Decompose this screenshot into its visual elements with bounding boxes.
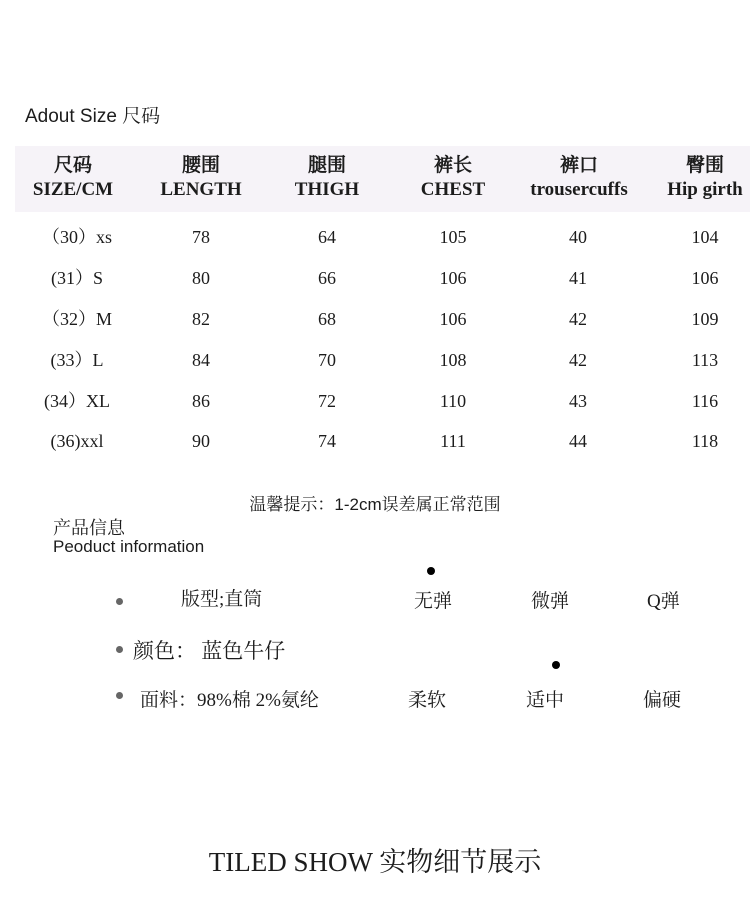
- size-table-header: [15, 146, 750, 212]
- fabric-option-soft: 柔软: [408, 690, 447, 711]
- table-cell: 78: [192, 227, 210, 247]
- table-cell: 74: [318, 431, 336, 451]
- table-row: [0, 222, 750, 252]
- product-info-title: 产品信息: [53, 518, 125, 538]
- table-cell: （32）M: [41, 309, 112, 329]
- table-cell: 106: [691, 268, 719, 288]
- table-cell: 70: [318, 350, 336, 370]
- product-info-subtitle: Peoduct information: [53, 537, 205, 556]
- table-cell: 113: [691, 350, 719, 370]
- selected-dot-icon: [427, 567, 435, 575]
- table-cell: 64: [318, 227, 336, 247]
- table-row: [0, 426, 750, 456]
- table-row: [0, 345, 750, 375]
- bullet-icon: [116, 692, 123, 699]
- table-cell: 116: [691, 391, 719, 411]
- header-size: 尺码 SIZE/CM: [32, 154, 114, 200]
- fit-option-slight-stretch: 微弹: [531, 591, 570, 612]
- table-row: [0, 386, 750, 416]
- fabric-option-medium: 适中: [526, 690, 565, 711]
- table-cell: 104: [691, 227, 719, 247]
- table-cell: 66: [318, 268, 336, 288]
- table-cell: 72: [318, 391, 336, 411]
- table-cell: 82: [192, 309, 210, 329]
- table-cell: (34）XL: [44, 391, 110, 411]
- table-cell: 106: [439, 268, 467, 288]
- table-row: [0, 263, 750, 293]
- table-cell: 80: [192, 268, 210, 288]
- header-waist: 腰围 LENGTH: [160, 154, 242, 200]
- header-length: 裤长 CHEST: [420, 154, 486, 200]
- table-cell: 105: [439, 227, 467, 247]
- table-cell: 106: [439, 309, 467, 329]
- header-hip: 臀围 Hip girth: [667, 154, 743, 200]
- table-row: [0, 304, 750, 334]
- fabric-option-hard: 偏硬: [643, 690, 682, 711]
- size-section-title: Adout Size 尺码: [25, 106, 161, 127]
- table-cell: 68: [318, 309, 336, 329]
- table-cell: 40: [569, 227, 587, 247]
- table-cell: 109: [691, 309, 719, 329]
- table-cell: (36)xxl: [50, 431, 104, 451]
- table-cell: （30）xs: [41, 227, 112, 247]
- table-cell: 86: [192, 391, 210, 411]
- table-cell: 118: [691, 431, 719, 451]
- table-cell: (31）S: [50, 268, 103, 288]
- fit-option-no-stretch: 无弹: [414, 591, 453, 612]
- header-cuffs: 裤口 trousercuffs: [530, 154, 628, 200]
- table-cell: 84: [192, 350, 210, 370]
- bullet-icon: [116, 598, 123, 605]
- header-thigh: 腿围 THIGH: [294, 154, 360, 200]
- bullet-icon: [116, 646, 123, 653]
- table-cell: 44: [569, 431, 587, 451]
- tolerance-tip: 温馨提示：1-2cm误差属正常范围: [249, 495, 501, 514]
- table-cell: 108: [439, 350, 467, 370]
- tiled-show-heading: TILED SHOW 实物细节展示: [208, 847, 542, 877]
- color-label: 颜色： 蓝色牛仔: [133, 639, 286, 663]
- table-cell: 43: [569, 391, 587, 411]
- table-cell: 110: [439, 391, 467, 411]
- selected-dot-icon: [552, 661, 560, 669]
- table-cell: 42: [569, 350, 587, 370]
- table-cell: 41: [569, 268, 587, 288]
- table-cell: 111: [440, 431, 466, 451]
- fit-option-q-stretch: Q弹: [647, 591, 680, 612]
- table-cell: 42: [569, 309, 587, 329]
- fabric-label: 面料：98%棉 2%氨纶: [140, 690, 319, 711]
- table-cell: 90: [192, 431, 210, 451]
- table-cell: (33）L: [50, 350, 104, 370]
- fit-label: 版型;直筒: [181, 589, 263, 610]
